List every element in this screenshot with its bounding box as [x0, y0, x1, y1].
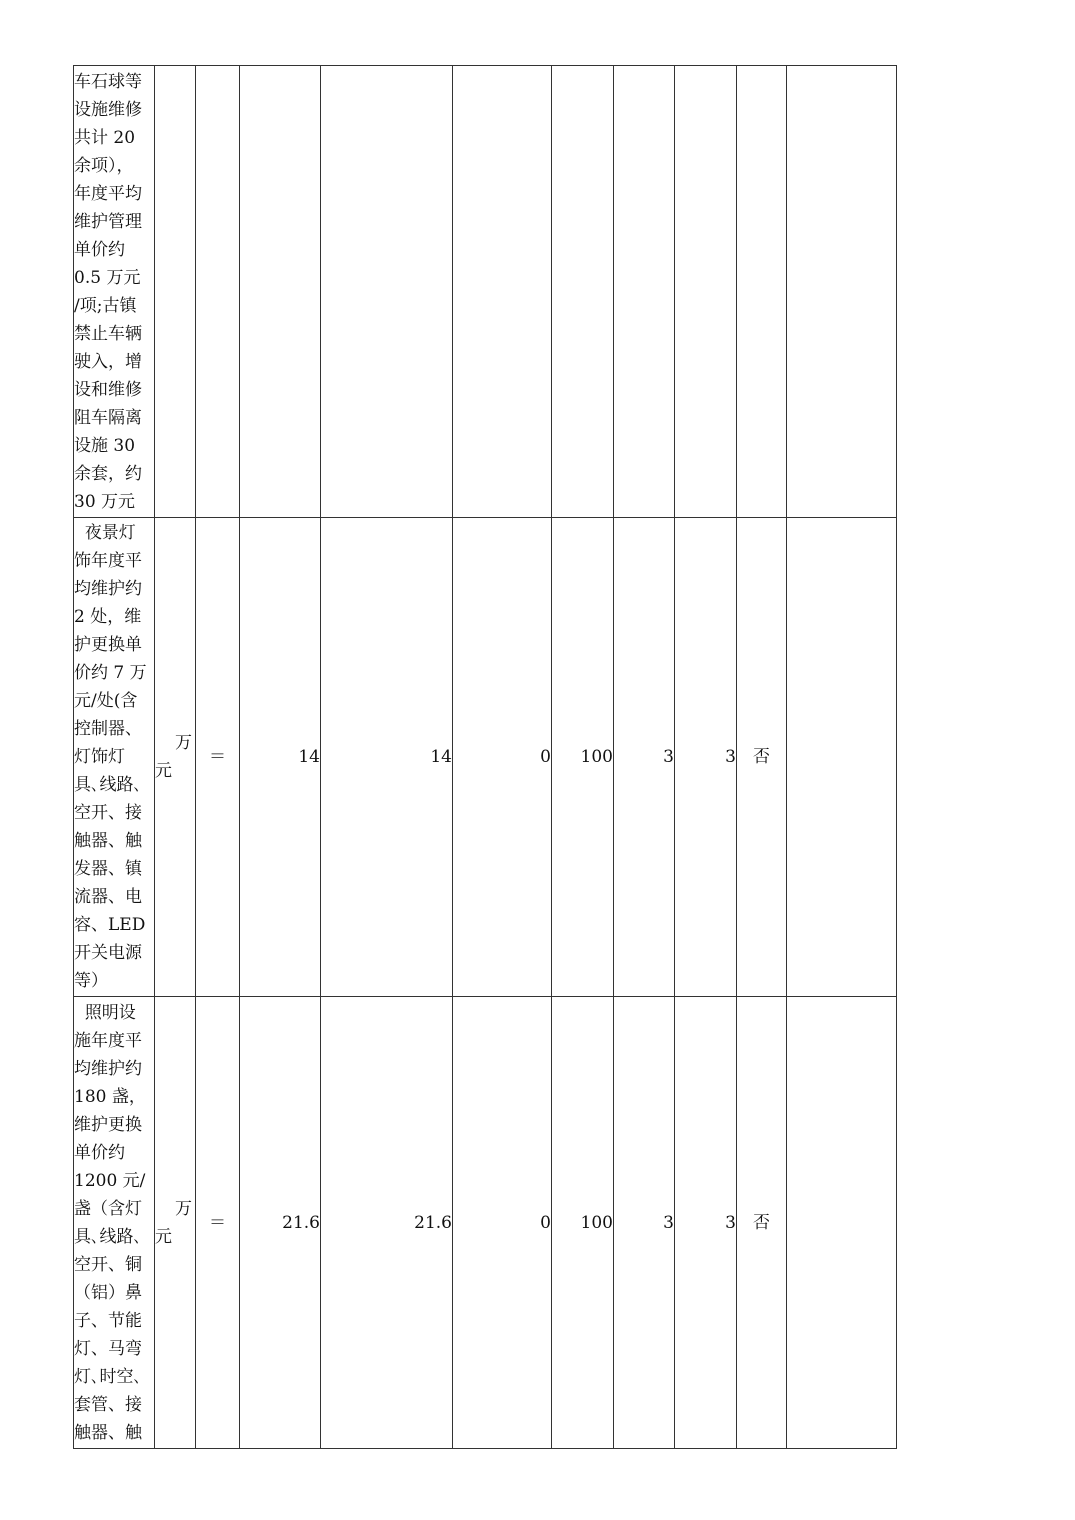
annual-target-cell: 14	[240, 518, 321, 997]
completion-rate-cell: 100	[552, 518, 614, 997]
operator-cell: ＝	[196, 997, 240, 1449]
weight-cell: 3	[614, 518, 675, 997]
unit-cell	[155, 66, 196, 518]
deviation-cell	[453, 66, 552, 518]
deduction-flag-cell	[737, 66, 787, 518]
unit-label-b: 元	[155, 1226, 172, 1247]
score-cell	[675, 66, 737, 518]
item-description: 夜景灯 饰年度平 均维护约 2 处，维 护更换单 价约 7 万 元/处(含 控制器、 灯饰灯 具､线路､ 空开、接 触器、触 发器、镇 流器、电 容、LED 开关电源 等）	[74, 518, 155, 997]
actual-value-cell: 21.6	[321, 997, 453, 1449]
operator-cell	[196, 66, 240, 518]
unit-label-b: 元	[155, 761, 172, 781]
weight-cell: 3	[614, 997, 675, 1449]
deduction-flag-cell: 否	[737, 997, 787, 1449]
unit-label-a: 万	[175, 1198, 192, 1219]
operator-cell: ＝	[196, 518, 240, 997]
remark-cell	[787, 518, 897, 997]
actual-value-cell: 14	[321, 518, 453, 997]
completion-rate-cell	[552, 66, 614, 518]
weight-cell	[614, 66, 675, 518]
completion-rate-cell: 100	[552, 997, 614, 1449]
table-row	[74, 66, 897, 518]
unit-label-a: 万	[175, 733, 192, 753]
score-cell: 3	[675, 518, 737, 997]
deduction-flag-cell: 否	[737, 518, 787, 997]
remark-cell	[787, 66, 897, 518]
annual-target-cell: 21.6	[240, 997, 321, 1449]
budget-table	[73, 65, 897, 1449]
score-cell: 3	[675, 997, 737, 1449]
item-description: 车石球等 设施维修 共计 20 余项）， 年度平均 维护管理 单价约 0.5 万元 /项;古镇 禁止车辆 驶入，增 设和维修 阻车隔离 设施 30 余套，约 30 万元	[74, 66, 155, 518]
annual-target-cell	[240, 66, 321, 518]
unit-cell	[155, 518, 196, 997]
unit-cell	[155, 997, 196, 1449]
item-description: 照明设 施年度平 均维护约 180 盏， 维护更换 单价约 1200 元/ 盏（含灯 具､线路､ 空开、铜 （铝）鼻 子、节能 灯、马弯 灯､时空､ 套管、接 触器、触	[74, 997, 155, 1449]
actual-value-cell	[321, 66, 453, 518]
table-row	[74, 997, 897, 1449]
table-row	[74, 518, 897, 997]
remark-cell	[787, 997, 897, 1449]
deviation-cell: 0	[453, 518, 552, 997]
deviation-cell: 0	[453, 997, 552, 1449]
